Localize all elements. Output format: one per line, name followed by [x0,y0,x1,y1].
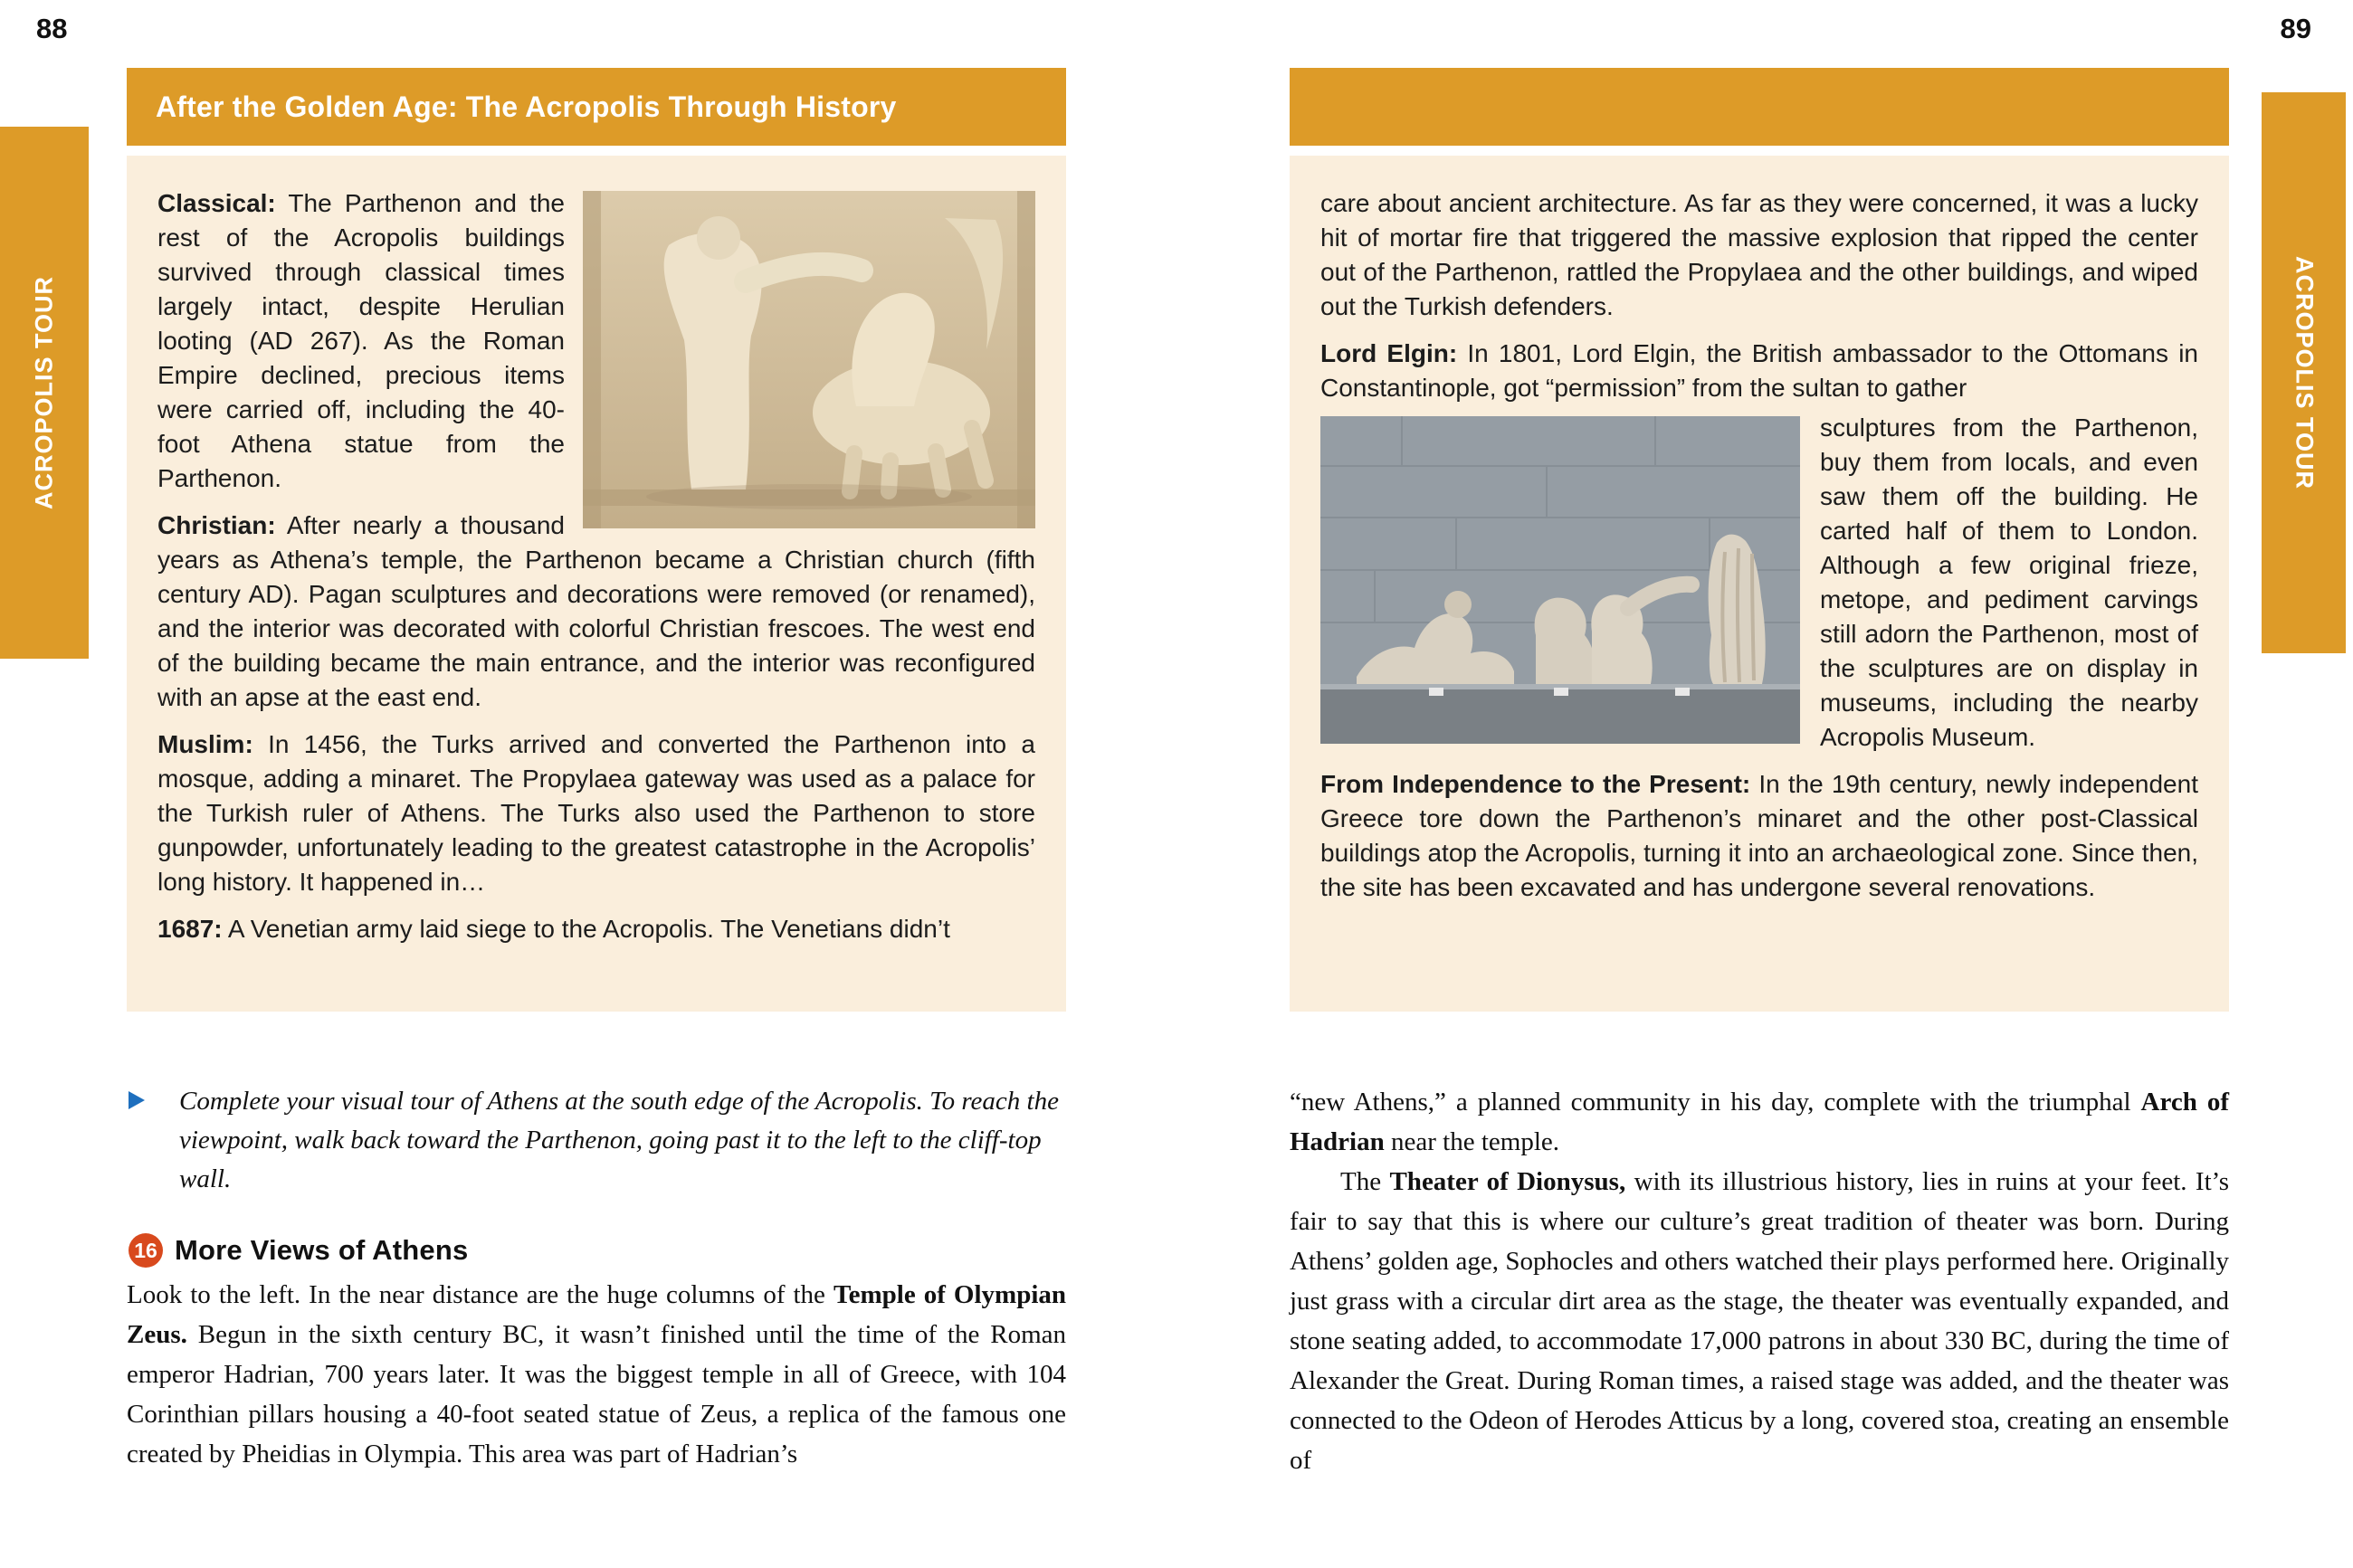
paragraph-text: After nearly a thousand years as Athena’s temple, the Parthenon became a Christian church (fifth century AD). Pagan sculptures and decorations were removed (or renamed), and the interior was decorated with colorful Christian frescoes. The west end of the building became the main entrance, and the interior was reconfigured with an apse at the east end. [157,511,1035,711]
body-text: with its illustrious history, lies in ruins at your feet. It’s fair to say that this is where our culture’s great tradition of theater was born. During Athens’ golden age, Sophocles and others watched their plays performed here. Originally just grass with a circular dirt area as the stage, the theater was eventually expanded, and stone seating added, to accommodate 17,000 patrons in about 330 BC, during the time of Alexander the Great. During Roman times, a raised stage was added, and the theater was connected to the Odeon of Herodes Atticus by a long, covered stoa, creating an ensemble of [1290,1167,2229,1475]
right-page [1290,68,2229,1480]
paragraph-text: A Venetian army laid siege to the Acropolis. The Venetians didn’t [222,915,950,943]
pointer-triangle-icon [129,1091,145,1109]
bold-term: Temple of Olympian Zeus. [127,1280,1067,1349]
page-number-right: 89 [2280,13,2311,44]
side-tab-left-label: ACROPOLIS TOUR [30,275,58,510]
body-paragraph [127,1275,1066,1474]
section-heading [127,1233,1066,1268]
body-text: The [1340,1167,1390,1196]
history-sidebar-box [127,156,1066,1012]
sidebar-title-bar-continued [1290,68,2229,146]
history-sidebar-box-continued [1290,156,2229,1012]
body-text: Begun in the sixth century BC, it wasn’t finished until the time of the Roman emperor Hadrian, 700 years later. It was the biggest temple in all of Greece, with 104 Corinthian pillars housing a 40-foot seated statue of Zeus, a replica of the famous one created by Pheidias in Olympia. This area was part of Hadrian’s [127,1320,1066,1468]
paragraph-text: The Parthenon and the rest of the Acropolis buildings survived through classical times largely intact, despite Herulian looting (AD 267). As the Roman Empire declined, precious items were carried off, including the 40-foot Athena statue from the Parthenon. [157,189,565,492]
paragraph-muslim [157,727,1035,899]
page-number-left: 88 [36,13,68,44]
paragraph-continuation [1320,186,2198,324]
walking-direction-note [127,1082,1066,1199]
body-paragraph [1290,1162,2229,1480]
paragraph-text: In the 19th century, newly independent Greece tore down the Parthenon’s minaret and the other post-Classical buildings atop the Acropolis, turning it into an archaeological zone. Since then, the site has been excavated and has undergone several renovations. [1320,770,2198,901]
paragraph-label: 1687: [157,915,223,943]
metope-relief-image [583,191,1035,528]
paragraph-label: Classical: [157,189,276,217]
side-tab-left [0,127,89,659]
paragraph-label: Lord Elgin: [1320,339,1458,367]
paragraph-label: From Independence to the Present: [1320,770,1751,798]
stop-number-badge: 16 [129,1233,163,1268]
bold-term: Theater of Dionysus, [1389,1167,1626,1196]
side-tab-right [2262,92,2346,653]
section-title: More Views of Athens [175,1234,469,1266]
body-text: Look to the left. In the near distance are the huge columns of the [127,1280,834,1309]
body-paragraph [1290,1082,2229,1162]
paragraph-independence [1320,767,2198,905]
sidebar-title: After the Golden Age: The Acropolis Through History [156,90,897,123]
body-text: “new Athens,” a planned community in his day, complete with the triumphal [1290,1088,2141,1117]
body-text: near the temple. [1384,1127,1559,1156]
paragraph-text: sculptures from the Parthenon, buy them from locals, and even saw them off the building. He carted half of them to London. Although a few original frieze, metope, and pediment carvings still adorn the Parthenon, most of the sculptures are on display in museums, including the nearby Acropolis Museum. [1820,413,2198,751]
paragraph-label: Christian: [157,511,276,539]
paragraph-text: care about ancient architecture. As far as they were concerned, it was a lucky hit of mortar fire that triggered the massive explosion that ripped the center out of the Parthenon, rattled the Propylaea and the other buildings, and wiped out the Turkish defenders. [1320,189,2198,320]
paragraph-label: Muslim: [157,730,253,758]
paragraph-1687 [157,912,1035,946]
bold-term: Arch of Hadrian [1290,1088,2229,1156]
elgin-marbles-image [1320,416,1800,744]
right-page-bottom [1290,1082,2229,1480]
left-page-bottom [127,1082,1066,1474]
left-page [127,68,1066,1474]
paragraph-text: In 1801, Lord Elgin, the British ambassador to the Ottomans in Constantinople, got “permission” from the sultan to gather [1320,339,2198,402]
paragraph-text: In 1456, the Turks arrived and converted the Parthenon into a mosque, adding a minaret. The Propylaea gateway was used as a palace for the Turkish ruler of Athens. The Turks also used the Parthenon to store gunpowder, unfortunately leading to the greatest catastrophe in the Acropolis’ long history. It happened in… [157,730,1035,896]
walking-direction-text: Complete your visual tour of Athens at the south edge of the Acropolis. To reach the viewpoint, walk back toward the Parthenon, going past it to the left to the cliff-top wall. [179,1087,1059,1193]
paragraph-christian [157,508,1035,715]
side-tab-right-label: ACROPOLIS TOUR [2291,255,2318,490]
sidebar-title-bar [127,68,1066,146]
paragraph-lord-elgin [1320,337,2198,405]
